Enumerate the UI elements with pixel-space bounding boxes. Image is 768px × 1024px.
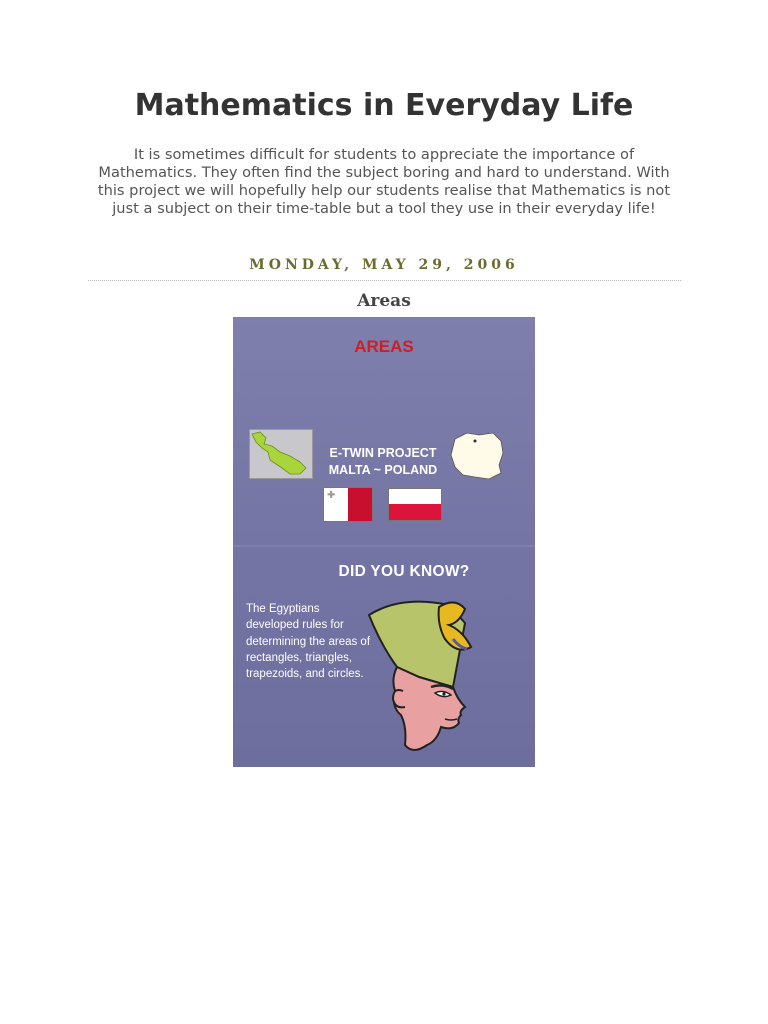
slide-seam [233, 545, 535, 547]
project-line-2: MALTA ~ POLAND [328, 463, 438, 477]
egyptian-fact-text: The Egyptians developed rules for determining the areas of rectangles, triangles, trapezoids, and circles. [246, 603, 371, 681]
date-divider [88, 280, 681, 281]
malta-map-icon [249, 429, 313, 479]
george-cross-icon: ✚ [327, 490, 336, 501]
malta-flag-icon [323, 487, 373, 522]
poland-flag-red [389, 504, 441, 520]
slide-heading: AREAS [354, 337, 414, 356]
project-title [313, 445, 453, 479]
post-title[interactable]: Areas [357, 291, 411, 311]
poland-flag-icon [388, 488, 442, 521]
blog-description: It is sometimes difficult for students to appreciate the importance of Mathematics. They often find the subject boring and hard to understand. With this project we will hopefully help our students realise that Mathematics is not just a subject on their time-table but a tool they use in their everyday life! [97, 146, 671, 217]
malta-flag-red [348, 488, 372, 521]
post-date-header: MONDAY, MAY 29, 2006 [249, 257, 519, 273]
pharaoh-head-icon [361, 595, 491, 755]
project-line-1: E-TWIN PROJECT [329, 446, 437, 460]
slide-image[interactable] [233, 317, 535, 767]
poland-flag-white [389, 489, 441, 504]
poland-map-icon [449, 431, 507, 481]
did-you-know-heading: DID YOU KNOW? [338, 563, 470, 580]
blog-title[interactable]: Mathematics in Everyday Life [134, 88, 634, 123]
